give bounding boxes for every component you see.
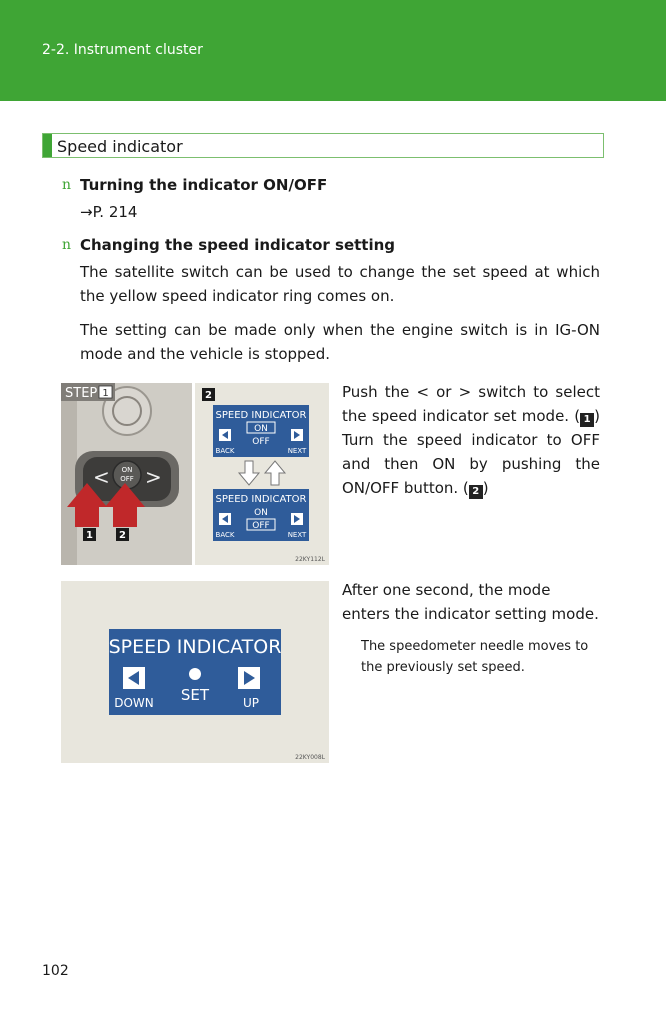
down-label: DOWN bbox=[114, 696, 154, 710]
svg-text:ON: ON bbox=[254, 424, 268, 434]
svg-text:2: 2 bbox=[119, 530, 126, 541]
knob-on-label: ON bbox=[121, 466, 133, 474]
section-title: Speed indicator bbox=[57, 137, 183, 156]
up-label: UP bbox=[242, 696, 260, 710]
mode-description: After one second, the mode enters the indicator setting mode. bbox=[342, 581, 599, 623]
svg-text:NEXT: NEXT bbox=[287, 447, 307, 455]
paragraph-condition: The setting can be made only when the engine switch is in IG-ON mode and the vehicle is stopped. bbox=[80, 321, 600, 363]
item-title: Changing the speed indicator setting bbox=[80, 236, 396, 254]
svg-text:1: 1 bbox=[86, 530, 93, 541]
step-label: STEP bbox=[65, 386, 98, 401]
item-title: Turning the indicator ON/OFF bbox=[80, 176, 328, 194]
svg-text:SPEED INDICATOR: SPEED INDICATOR bbox=[215, 410, 307, 421]
set-label: SET bbox=[180, 686, 210, 704]
set-dot-icon bbox=[189, 668, 201, 680]
figure-code: 22KY112L bbox=[295, 556, 325, 563]
svg-text:2: 2 bbox=[205, 390, 212, 401]
screen-title: SPEED INDICATOR bbox=[108, 636, 282, 658]
svg-text:OFF: OFF bbox=[252, 521, 270, 531]
svg-text:NEXT: NEXT bbox=[287, 531, 307, 539]
section-heading bbox=[42, 133, 604, 158]
page-number: 102 bbox=[42, 963, 69, 979]
right-arrow-icon: > bbox=[145, 465, 162, 489]
figure-step1 bbox=[61, 383, 329, 565]
page-header bbox=[0, 0, 666, 101]
section-accent-bar bbox=[43, 134, 52, 157]
note-text: The speedometer needle moves to the previously set speed. bbox=[361, 639, 589, 675]
svg-text:OFF: OFF bbox=[252, 437, 270, 447]
bullet-icon: n bbox=[62, 177, 72, 193]
badge-1: 1 bbox=[580, 413, 594, 427]
step-instructions: Push the < or > switch to select the speed indicator set mode. ( 1 ) Turn the speed indicator to OFF and then ON by pushing the ON/OFF button. ( 2 ) bbox=[342, 383, 600, 497]
page-reference-link[interactable]: →P. 214 bbox=[80, 203, 138, 221]
step-number: 1 bbox=[102, 388, 109, 399]
svg-text:ON: ON bbox=[254, 508, 268, 518]
badge-2: 2 bbox=[469, 485, 483, 499]
chapter-title: 2-2. Instrument cluster bbox=[42, 42, 203, 58]
figure-code: 22KY008L bbox=[295, 754, 325, 761]
paragraph-description: The satellite switch can be used to change the set speed at which the yellow speed indicator ring comes on. bbox=[80, 263, 600, 305]
figure-setting-mode bbox=[61, 581, 329, 763]
svg-text:BACK: BACK bbox=[215, 447, 235, 455]
svg-text:BACK: BACK bbox=[215, 531, 235, 539]
knob-off-label: OFF bbox=[120, 475, 134, 483]
bullet-icon: n bbox=[62, 237, 72, 253]
left-arrow-icon: < bbox=[93, 465, 110, 489]
svg-text:SPEED INDICATOR: SPEED INDICATOR bbox=[215, 494, 307, 505]
